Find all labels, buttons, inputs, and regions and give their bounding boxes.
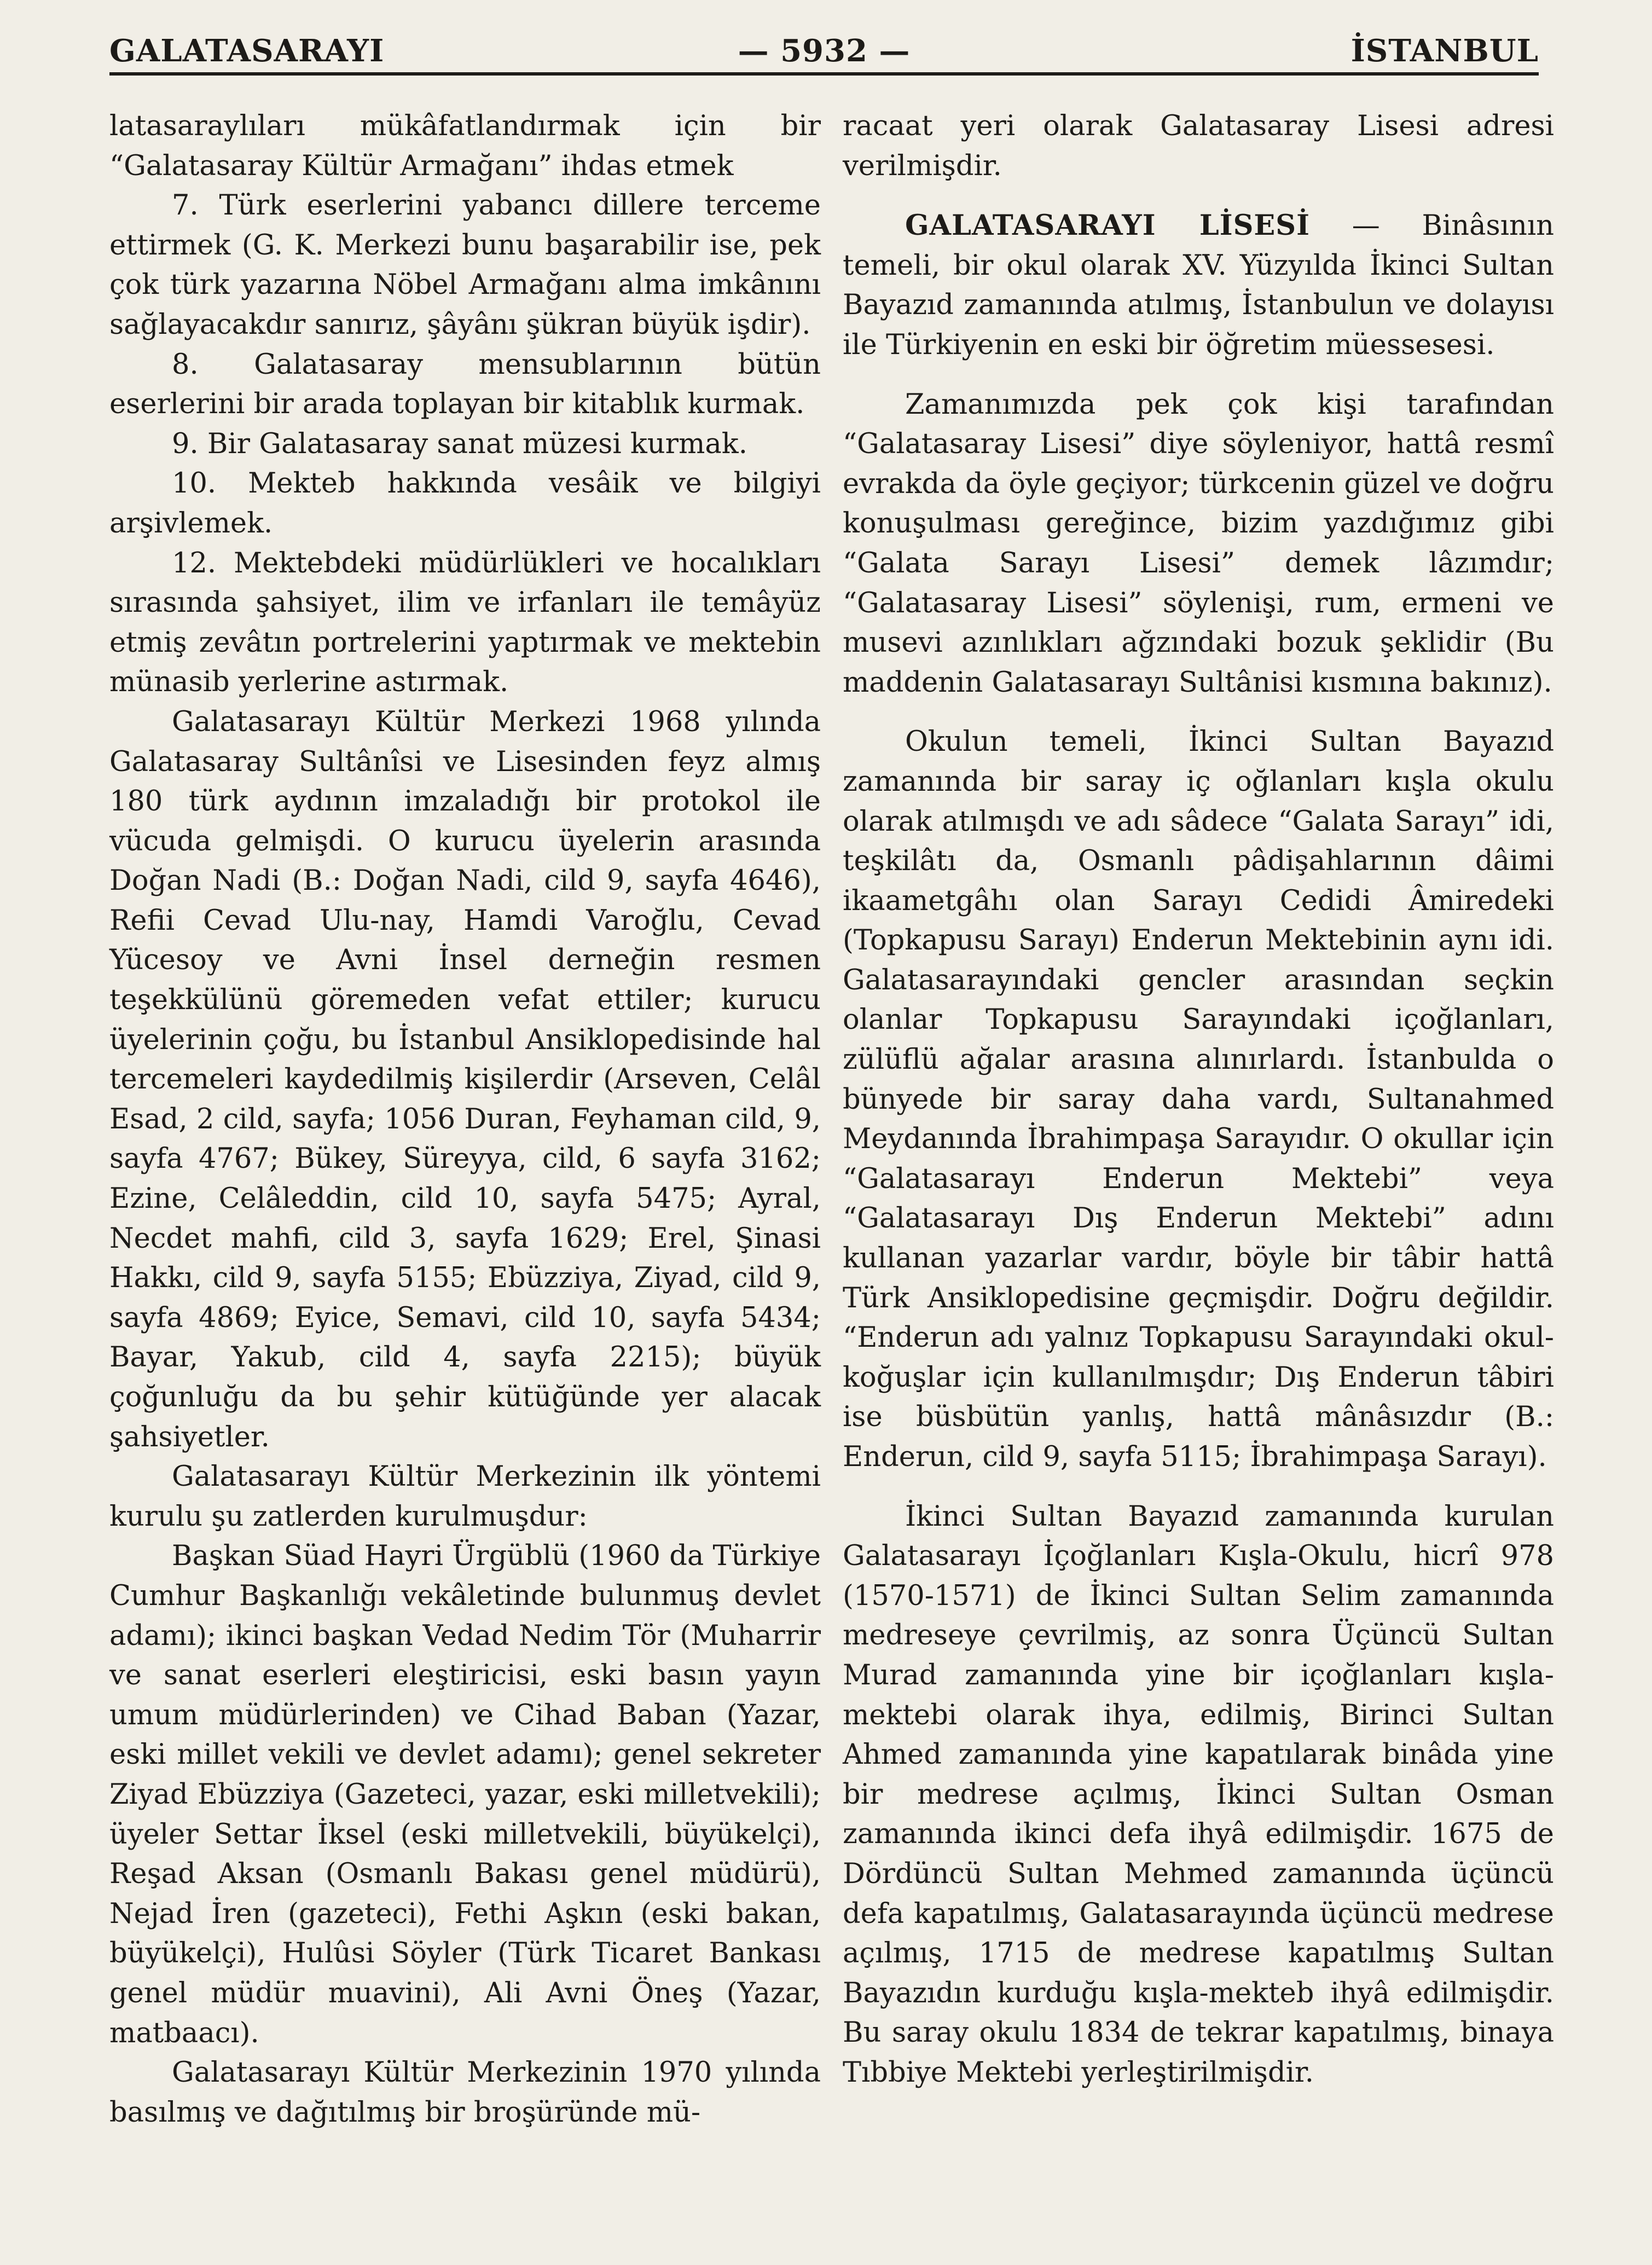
- header-section-title: GALATASARAYI: [109, 33, 385, 69]
- list-item-9: 9. Bir Galatasaray sanat müzesi kurmak.: [172, 427, 747, 460]
- section-heading-text: — Binâsının temeli, bir okul olarak XV. Yüzyılda İkinci Sultan Bayazıd zamanında atılmış, İstanbulun ve dolayısı ile Türkiyenin en eski bir öğretim müessesesi.: [843, 210, 1555, 361]
- section-heading: GALATASARAYI LİSESİ: [905, 209, 1310, 242]
- paragraph: Okulun temeli, İkinci Sultan Bayazıd zamanında bir saray iç oğlanları kışla okulu olarak atılmışdı ve adı sâdece “Galata Sarayı” idi, teşkilâtı da, Osmanlı pâdişahlarının dâimi ikaametgâhı olan Sarayı Cedidi Âmiredeki (Topkapusu Sarayı) Enderun Mektebinin aynı idi. Galatasarayındaki gencler arasından seçkin olanlar Topkapusu Sarayındaki içoğlanları, zülüflü ağalar arasına alınırlardı. İstanbulda o bünyede bir saray daha vardı, Sultanahmed Meydanında İbrahimpaşa Sarayıdır. O okullar için “Galatasarayı Enderun Mektebi” veya “Galatasarayı Dış Enderun Mektebi” adını kullanan yazarlar vardır, böyle bir tâbir hattâ Türk Ansiklopedisine geçmişdir. Doğru değildir. “Enderun adı yalnız Topkapusu Sarayındaki okul-koğuşlar için kullanılmışdır; Dış Enderun tâbiri ise büsbütün yanlış, hattâ mânâsızdır (B.: Enderun, cild 9, sayfa 5115; İbrahimpaşa Sarayı).: [843, 726, 1554, 1473]
- left-column: [109, 107, 821, 2133]
- running-header: [109, 28, 1539, 76]
- list-item-10: 10. Mekteb hakkında vesâik ve bilgiyi arşivlemek.: [109, 467, 821, 540]
- list-item-8: 8. Galatasaray mensublarının bütün eserlerini bir arada toplayan bir kitablık kurmak.: [109, 348, 821, 421]
- paragraph: racaat yeri olarak Galatasaray Lisesi adresi verilmişdir.: [843, 110, 1554, 182]
- page-number: — 5932 —: [738, 33, 911, 69]
- header-city: İSTANBUL: [1350, 33, 1539, 69]
- list-item-12: 12. Mektebdeki müdürlükleri ve hocalıkları sırasında şahsiyet, ilim ve irfanları ile temâyüz etmiş zevâtın portrelerini yaptırmak ve mektebin münasib yerlerine astırmak.: [109, 547, 821, 699]
- paragraph: Galatasarayı Kültür Merkezinin ilk yöntemi kurulu şu zatlerden kurulmuşdur:: [109, 1461, 821, 1533]
- paragraph: Başkan Süad Hayri Ürgüblü (1960 da Türkiye Cumhur Başkanlığı vekâletinde bulunmuş devlet adamı); ikinci başkan Vedad Nedim Tör (Muharrir ve sanat eserleri eleştiricisi, eski basın yayın umum müdürlerinden) ve Cihad Baban (Yazar, eski millet vekili ve devlet adamı); genel sekreter Ziyad Ebüzziya (Gazeteci, yazar, eski milletvekili); üyeler Settar İksel (eski milletvekili, büyükelçi), Reşad Aksan (Osmanlı Bakası genel müdürü), Nejad İren (gazeteci), Fethi Aşkın (eski bakan, büyükelçi), Hulûsi Söyler (Türk Ticaret Bankası genel müdür muavini), Ali Avni Öneş (Yazar, matbaacı).: [109, 1540, 821, 2049]
- section-heading-paragraph: [843, 206, 1554, 365]
- paragraph: Galatasarayı Kültür Merkezinin 1970 yılında basılmış ve dağıtılmış bir broşüründe mü-: [109, 2057, 821, 2129]
- paragraph: latasaraylıları mükâfatlandırmak için bir “Galatasaray Kültür Armağanı” ihdas etmek: [109, 110, 821, 182]
- right-column: [843, 107, 1554, 2093]
- paragraph: Zamanımızda pek çok kişi tarafından “Galatasaray Lisesi” diye söyleniyor, hattâ resmî evrakda da öyle geçiyor; türkcenin güzel ve doğru konuşulması gereğince, bizim yazdığımız gibi “Galata Sarayı Lisesi” demek lâzımdır; “Galatasaray Lisesi” söylenişi, rum, ermeni ve musevi azınlıkları ağzındaki bozuk şeklidir (Bu maddenin Galatasarayı Sultânisi kısmına bakınız).: [843, 388, 1554, 699]
- paragraph: İkinci Sultan Bayazıd zamanında kurulan Galatasarayı İçoğlanları Kışla-Okulu, hicrî 978 (1570-1571) de İkinci Sultan Selim zamanında medreseye çevrilmiş, az sonra Üçüncü Sultan Murad zamanında yine bir içoğlanları kışla-mektebi olarak ihya, edilmiş, Birinci Sultan Ahmed zamanında yine kapatılarak binâda yine bir medrese açılmış, İkinci Sultan Osman zamanında ikinci defa ihyâ edilmişdir. 1675 de Dördüncü Sultan Mehmed zamanında üçüncü defa kapatılmış, Galatasarayında üçüncü medrese açılmış, 1715 de medrese kapatılmış Sultan Bayazıdın kurduğu kışla-mekteb ihyâ edilmişdir. Bu saray okulu 1834 de tekrar kapatılmış, binaya Tıbbiye Mektebi yerleştirilmişdir.: [843, 1500, 1554, 2089]
- list-item-7: 7. Türk eserlerini yabancı dillere terceme ettirmek (G. K. Merkezi bunu başarabilir ise, pek çok türk yazarına Nöbel Armağanı alma imkânını sağlayacakdır sanırız, şâyânı şükran büyük işdir).: [109, 189, 821, 341]
- paragraph: Galatasarayı Kültür Merkezi 1968 yılında Galatasaray Sultânîsi ve Lisesinden feyz almış 180 türk aydının imzaladığı bir protokol ile vücuda gelmişdi. O kurucu üyelerin arasında Doğan Nadi (B.: Doğan Nadi, cild 9, sayfa 4646), Refii Cevad Ulu-nay, Hamdi Varoğlu, Cevad Yücesoy ve Avni İnsel derneğin resmen teşekkülünü göremeden vefat ettiler; kurucu üyelerinin çoğu, bu İstanbul Ansiklopedisinde hal tercemeleri kaydedilmiş kişilerdir (Arseven, Celâl Esad, 2 cild, sayfa; 1056 Duran, Feyhaman cild, 9, sayfa 4767; Bükey, Süreyya, cild, 6 sayfa 3162; Ezine, Celâleddin, cild 10, sayfa 5475; Ayral, Necdet mahfi, cild 3, sayfa 1629; Erel, Şinasi Hakkı, cild 9, sayfa 5155; Ebüzziya, Ziyad, cild 9, sayfa 4869; Eyice, Semavi, cild 10, sayfa 5434; Bayar, Yakub, cild 4, sayfa 2215); büyük çoğunluğu da bu şehir kütüğünde yer alacak şahsiyetler.: [109, 705, 821, 1453]
